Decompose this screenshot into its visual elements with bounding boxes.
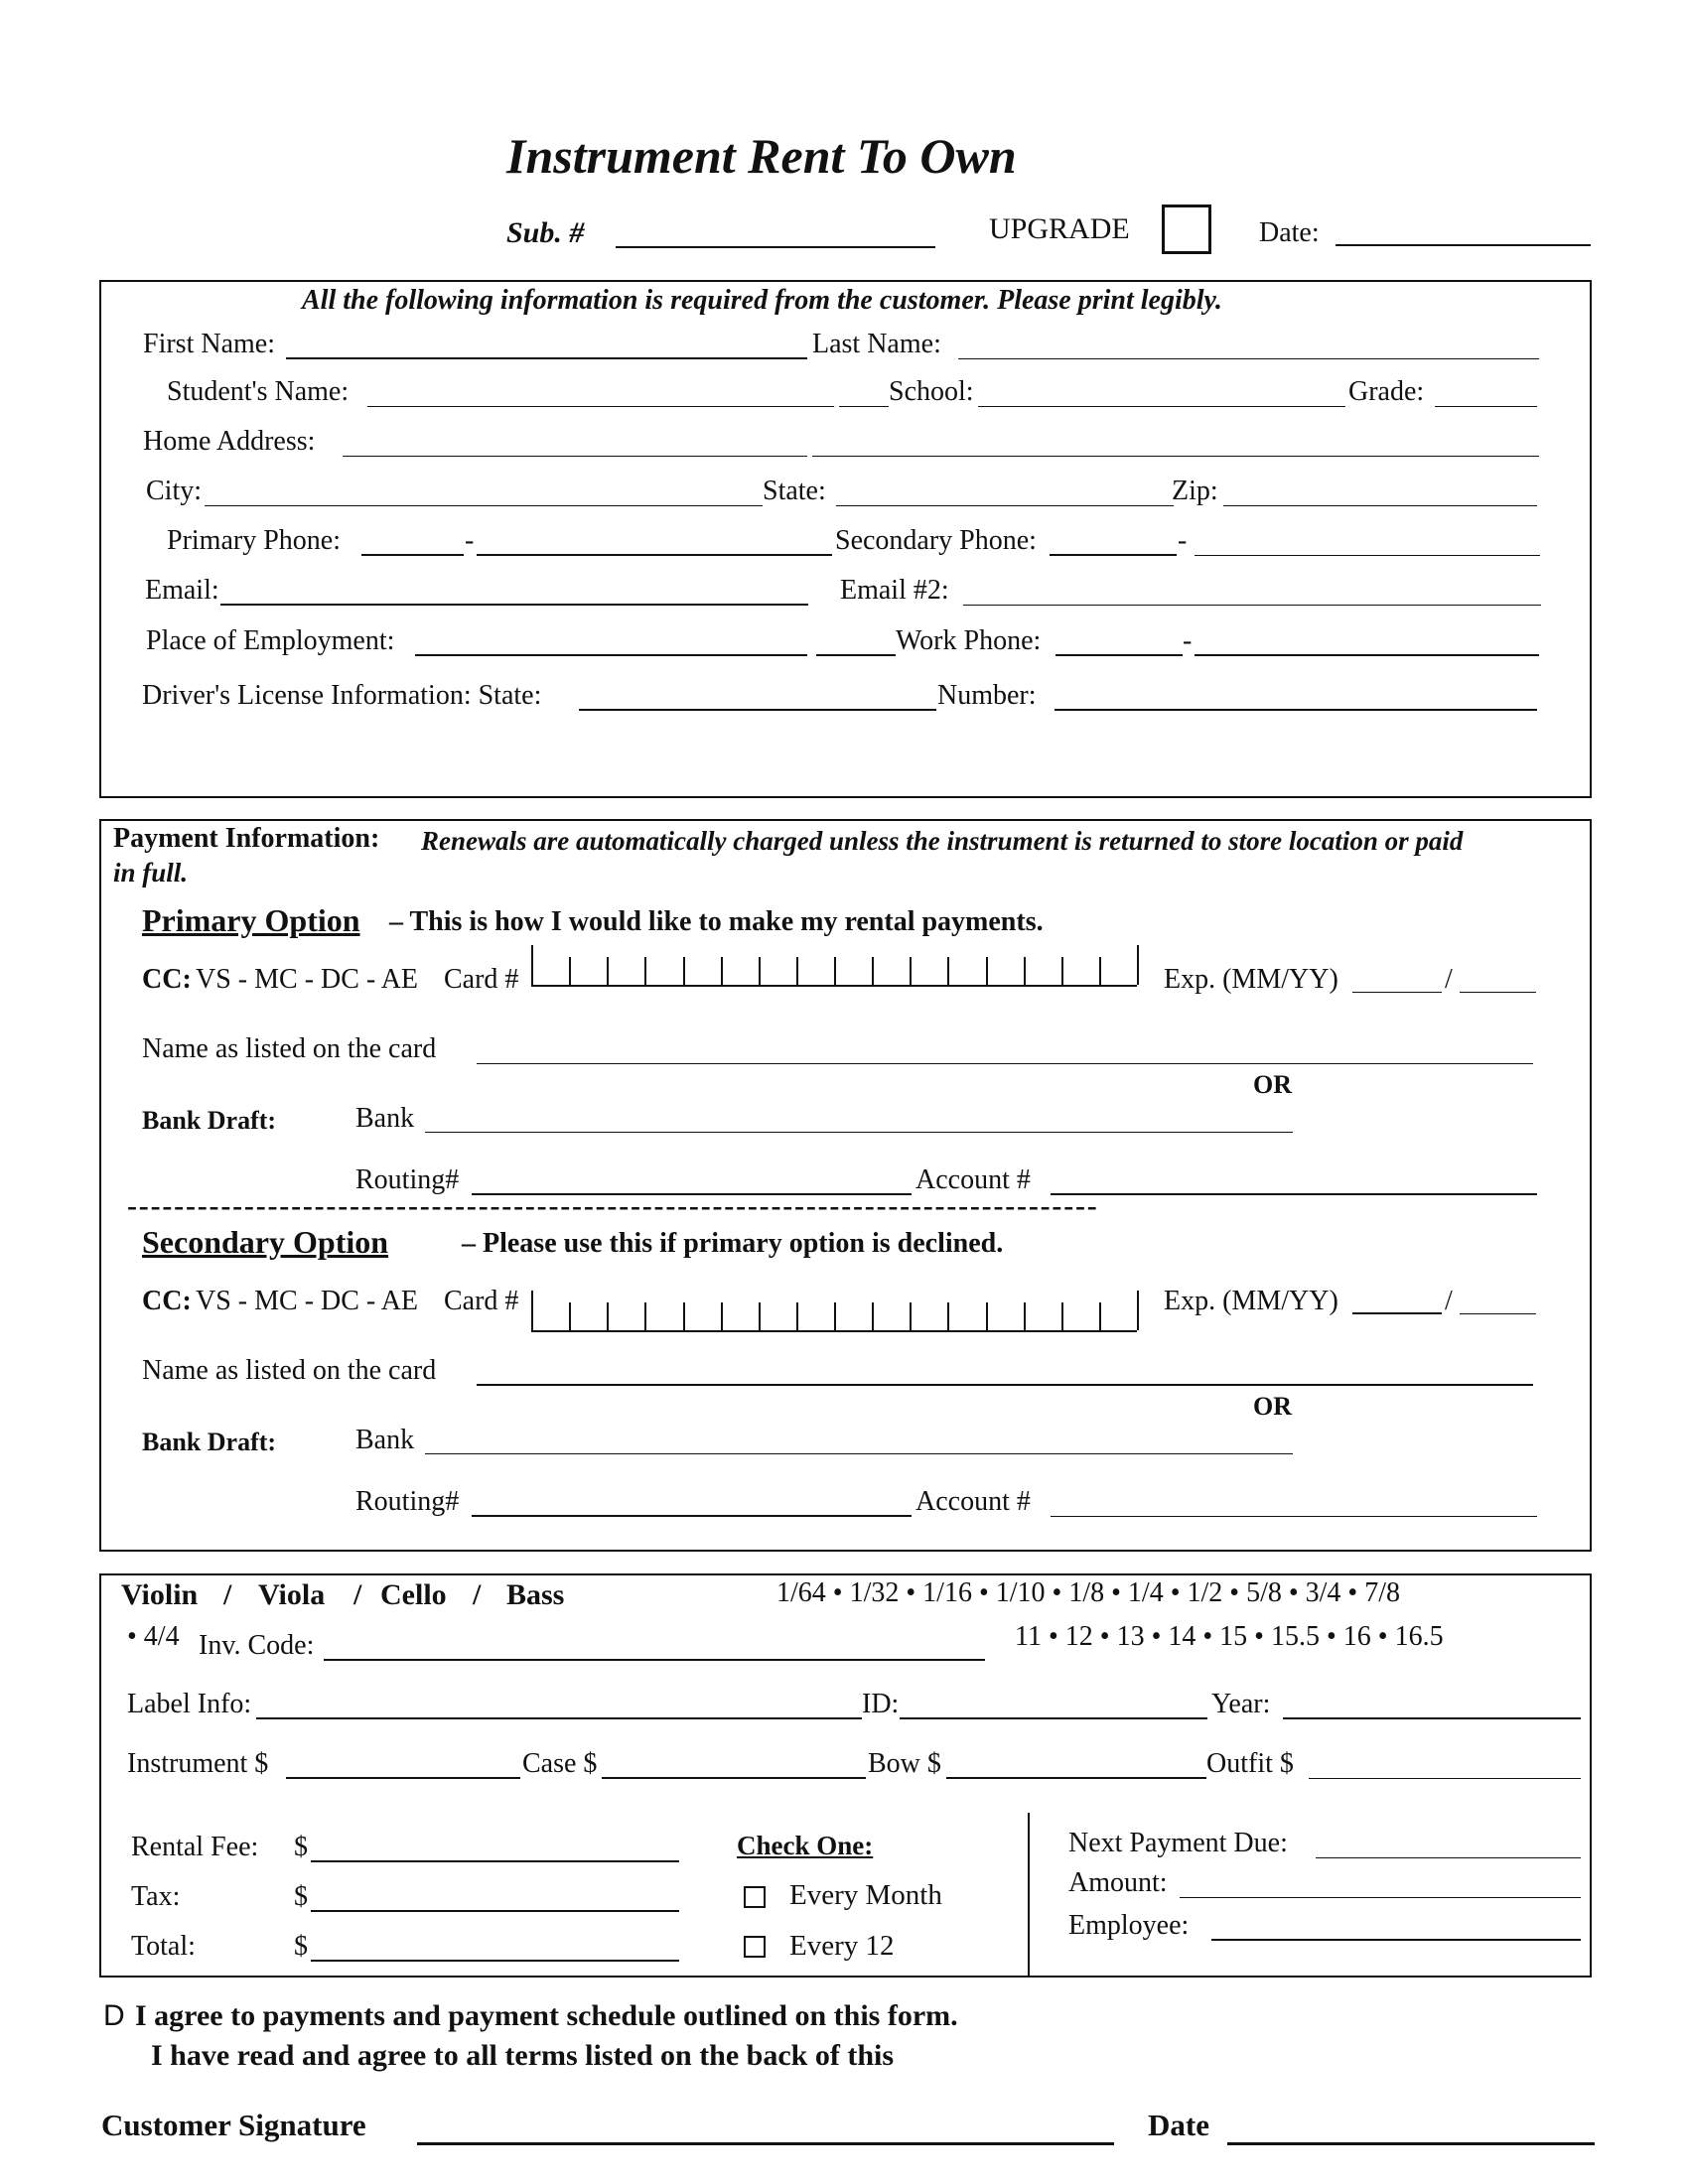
last-name-field[interactable]: [958, 358, 1539, 359]
secondary-bank-label: Bank: [355, 1425, 415, 1455]
card-digit-divider: [872, 1302, 874, 1330]
page-title: Instrument Rent To Own: [506, 128, 1017, 184]
primary-bank-draft-label: Bank Draft:: [142, 1106, 277, 1135]
sizes-line-2a: • 4/4: [127, 1621, 180, 1652]
agreement-marker[interactable]: D: [103, 1999, 125, 2032]
zip-label: Zip:: [1172, 476, 1218, 506]
instrument-separator: /: [223, 1578, 232, 1611]
primary-phone-dash: -: [465, 525, 475, 556]
home-address-label: Home Address:: [143, 426, 316, 457]
inv-code-label: Inv. Code:: [199, 1630, 315, 1661]
instrument-price-label: Instrument $: [127, 1748, 269, 1779]
primary-phone-label: Primary Phone:: [167, 525, 341, 556]
secondary-card-label: Card #: [444, 1286, 519, 1316]
home-address-field[interactable]: [343, 456, 807, 457]
card-digit-divider: [569, 1302, 571, 1330]
email-label: Email:: [145, 575, 219, 606]
employee-field[interactable]: [1211, 1939, 1581, 1941]
viola-option[interactable]: Viola: [258, 1578, 326, 1611]
secondary-option-desc: – Please use this if primary option is declined.: [462, 1228, 1004, 1259]
cello-option[interactable]: Cello: [380, 1578, 447, 1611]
city-field[interactable]: [205, 505, 763, 506]
secondary-exp-year-field[interactable]: [1460, 1313, 1536, 1314]
primary-exp-slash: /: [1445, 964, 1453, 995]
signature-date-label: Date: [1148, 2108, 1209, 2142]
header-date-field[interactable]: [1336, 244, 1591, 246]
card-digit-divider: [1061, 1302, 1063, 1330]
card-digit-divider: [1024, 1302, 1026, 1330]
upgrade-label: UPGRADE: [989, 212, 1130, 245]
grade-field[interactable]: [1435, 406, 1537, 407]
card-digit-divider: [1099, 1302, 1101, 1330]
email2-field[interactable]: [963, 605, 1541, 606]
secondary-phone-label: Secondary Phone:: [835, 525, 1037, 556]
last-name-label: Last Name:: [812, 329, 941, 359]
bow-price-label: Bow $: [868, 1748, 941, 1779]
upgrade-checkbox[interactable]: [1162, 205, 1211, 254]
student-name-field[interactable]: [367, 406, 834, 407]
card-digit-divider: [683, 957, 685, 985]
amount-field[interactable]: [1180, 1897, 1581, 1898]
secondary-account-field[interactable]: [1051, 1516, 1537, 1517]
secondary-card-number-field[interactable]: [531, 1291, 1137, 1332]
primary-card-number-field[interactable]: [531, 945, 1137, 987]
card-digit-divider: [1061, 957, 1063, 985]
secondary-cc-label: CC:: [142, 1286, 192, 1316]
payment-note: Renewals are automatically charged unless the instrument is returned to store location or paid: [421, 826, 1464, 856]
work-phone-area-field[interactable]: [1055, 654, 1183, 656]
secondary-name-label: Name as listed on the card: [142, 1355, 437, 1386]
primary-card-label: Card #: [444, 964, 519, 995]
secondary-exp-slash: /: [1445, 1286, 1453, 1316]
tax-field[interactable]: [311, 1910, 679, 1912]
total-dollar: $: [294, 1931, 308, 1962]
every-12-label: Every 12: [789, 1930, 895, 1962]
primary-exp-month-field[interactable]: [1352, 992, 1442, 993]
primary-bank-field[interactable]: [425, 1132, 1293, 1133]
primary-cc-label: CC:: [142, 964, 192, 995]
signature-date-field[interactable]: [1227, 2142, 1595, 2145]
next-payment-field[interactable]: [1316, 1857, 1581, 1858]
card-digit-divider: [947, 1302, 949, 1330]
case-price-field[interactable]: [602, 1777, 866, 1779]
card-digit-divider: [531, 945, 533, 985]
card-digit-divider: [569, 957, 571, 985]
card-digit-divider: [607, 1302, 609, 1330]
outfit-price-field[interactable]: [1309, 1778, 1581, 1779]
secondary-phone-field[interactable]: [1195, 555, 1540, 556]
dl-state-label: Driver's License Information: State:: [142, 680, 542, 711]
payment-note-2: in full.: [113, 858, 189, 887]
card-digit-divider: [872, 957, 874, 985]
primary-name-field[interactable]: [477, 1063, 1533, 1064]
instrument-price-field[interactable]: [286, 1777, 520, 1779]
email-field[interactable]: [220, 604, 808, 606]
every-month-label: Every Month: [789, 1879, 942, 1911]
card-digit-divider: [910, 1302, 912, 1330]
sub-number-label: Sub. #: [506, 216, 585, 249]
primary-account-label: Account #: [915, 1164, 1031, 1195]
card-digit-divider: [721, 1302, 723, 1330]
card-number-baseline: [531, 985, 1137, 987]
card-digit-divider: [1137, 1291, 1139, 1330]
primary-or-label: OR: [1253, 1070, 1292, 1099]
city-label: City:: [146, 476, 203, 506]
card-digit-divider: [1024, 957, 1026, 985]
first-name-field[interactable]: [286, 357, 807, 359]
instrument-separator: /: [353, 1578, 362, 1611]
grade-label: Grade:: [1348, 376, 1425, 407]
card-digit-divider: [759, 957, 761, 985]
sizes-line-2b: 11 • 12 • 13 • 14 • 15 • 15.5 • 16 • 16.5: [1015, 1621, 1444, 1652]
sizes-line-1: 1/64 • 1/32 • 1/16 • 1/10 • 1/8 • 1/4 • 1/2 • 5/8 • 3/4 • 7/8: [776, 1577, 1401, 1608]
secondary-name-field[interactable]: [477, 1384, 1533, 1386]
bow-price-field[interactable]: [946, 1777, 1206, 1779]
primary-phone-area-field[interactable]: [361, 554, 464, 556]
secondary-phone-dash: -: [1178, 525, 1188, 556]
secondary-cc-types: VS - MC - DC - AE: [196, 1286, 419, 1316]
home-address-field-2[interactable]: [812, 456, 1539, 457]
student-name-field-ext[interactable]: [839, 406, 889, 407]
secondary-bank-draft-label: Bank Draft:: [142, 1428, 277, 1456]
customer-notice: All the following information is required from the customer. Please print legibly.: [302, 285, 1222, 316]
card-digit-divider: [796, 957, 798, 985]
bass-option[interactable]: Bass: [506, 1578, 565, 1611]
secondary-routing-label: Routing#: [355, 1486, 460, 1517]
work-phone-label: Work Phone:: [896, 625, 1042, 656]
outfit-price-label: Outfit $: [1206, 1748, 1294, 1779]
label-info-field[interactable]: [256, 1717, 862, 1719]
header-date-label: Date:: [1259, 217, 1320, 248]
violin-option[interactable]: Violin: [121, 1578, 199, 1611]
secondary-or-label: OR: [1253, 1392, 1292, 1421]
card-digit-divider: [1099, 957, 1101, 985]
secondary-phone-area-field[interactable]: [1050, 554, 1177, 556]
secondary-exp-label: Exp. (MM/YY): [1164, 1286, 1338, 1316]
agreement-line-2: I have read and agree to all terms listed on the back of this: [151, 2039, 895, 2072]
first-name-label: First Name:: [143, 329, 275, 359]
every-month-checkbox[interactable]: [744, 1886, 766, 1908]
student-name-label: Student's Name:: [167, 376, 350, 407]
total-label: Total:: [131, 1931, 196, 1962]
customer-signature-label: Customer Signature: [101, 2108, 366, 2142]
instrument-separator: /: [473, 1578, 482, 1611]
label-info-label: Label Info:: [127, 1689, 252, 1719]
card-digit-divider: [910, 957, 912, 985]
secondary-option-title: Secondary Option: [142, 1224, 389, 1260]
card-digit-divider: [986, 1302, 988, 1330]
rental-fee-label: Rental Fee:: [131, 1832, 259, 1862]
primary-bank-label: Bank: [355, 1103, 415, 1134]
primary-option-title: Primary Option: [142, 902, 360, 938]
card-digit-divider: [721, 957, 723, 985]
customer-signature-field[interactable]: [417, 2142, 1114, 2145]
secondary-routing-field[interactable]: [472, 1515, 912, 1517]
card-digit-divider: [683, 1302, 685, 1330]
employment-field[interactable]: [415, 654, 807, 656]
inv-code-field[interactable]: [324, 1659, 985, 1661]
id-label: ID:: [862, 1689, 900, 1719]
employment-label: Place of Employment:: [146, 625, 395, 656]
dl-number-label: Number:: [937, 680, 1037, 711]
option-divider: -----------------------------------------------------------------------------------: [127, 1189, 1099, 1222]
work-phone-field[interactable]: [1195, 654, 1539, 656]
tax-label: Tax:: [131, 1881, 181, 1912]
agreement-line-1: I agree to payments and payment schedule outlined on this form.: [135, 1999, 958, 2032]
work-phone-dash: -: [1183, 625, 1193, 656]
primary-option-desc: – This is how I would like to make my rental payments.: [389, 906, 1044, 937]
sub-number-field[interactable]: [616, 246, 935, 248]
dl-number-field[interactable]: [1055, 709, 1537, 711]
id-field[interactable]: [900, 1717, 1207, 1719]
zip-field[interactable]: [1223, 505, 1537, 506]
primary-exp-label: Exp. (MM/YY): [1164, 964, 1338, 995]
check-one-label: Check One:: [737, 1831, 874, 1860]
school-field[interactable]: [978, 406, 1345, 407]
rental-fee-dollar: $: [294, 1832, 308, 1862]
card-digit-divider: [644, 957, 646, 985]
tax-dollar: $: [294, 1881, 308, 1912]
case-price-label: Case $: [522, 1748, 598, 1779]
card-digit-divider: [947, 957, 949, 985]
secondary-account-label: Account #: [915, 1486, 1031, 1517]
state-field[interactable]: [836, 505, 1174, 506]
primary-cc-types: VS - MC - DC - AE: [196, 964, 419, 995]
dl-state-field[interactable]: [579, 709, 936, 711]
secondary-bank-field[interactable]: [425, 1453, 1293, 1454]
primary-routing-label: Routing#: [355, 1164, 460, 1195]
payment-heading: Payment Information:: [113, 823, 380, 854]
secondary-exp-month-field[interactable]: [1352, 1312, 1442, 1314]
card-digit-divider: [1137, 945, 1139, 985]
card-digit-divider: [644, 1302, 646, 1330]
primary-exp-year-field[interactable]: [1460, 992, 1536, 993]
year-label: Year:: [1211, 1689, 1271, 1719]
card-digit-divider: [834, 1302, 836, 1330]
card-digit-divider: [607, 957, 609, 985]
primary-name-label: Name as listed on the card: [142, 1033, 437, 1064]
employment-field-ext[interactable]: [816, 654, 896, 656]
card-digit-divider: [531, 1291, 533, 1330]
column-divider: [1028, 1813, 1030, 1978]
employee-label: Employee:: [1068, 1910, 1190, 1941]
primary-phone-field[interactable]: [477, 554, 832, 556]
state-label: State:: [763, 476, 826, 506]
school-label: School:: [889, 376, 974, 407]
every-12-checkbox[interactable]: [744, 1936, 766, 1958]
card-number-baseline: [531, 1330, 1137, 1332]
email2-label: Email #2:: [840, 575, 949, 606]
amount-label: Amount:: [1068, 1867, 1168, 1898]
card-digit-divider: [834, 957, 836, 985]
primary-account-field[interactable]: [1051, 1193, 1537, 1195]
year-field[interactable]: [1283, 1717, 1581, 1719]
card-digit-divider: [759, 1302, 761, 1330]
card-digit-divider: [796, 1302, 798, 1330]
card-digit-divider: [986, 957, 988, 985]
next-payment-label: Next Payment Due:: [1068, 1828, 1288, 1858]
total-field[interactable]: [311, 1960, 679, 1962]
rental-fee-field[interactable]: [311, 1860, 679, 1862]
